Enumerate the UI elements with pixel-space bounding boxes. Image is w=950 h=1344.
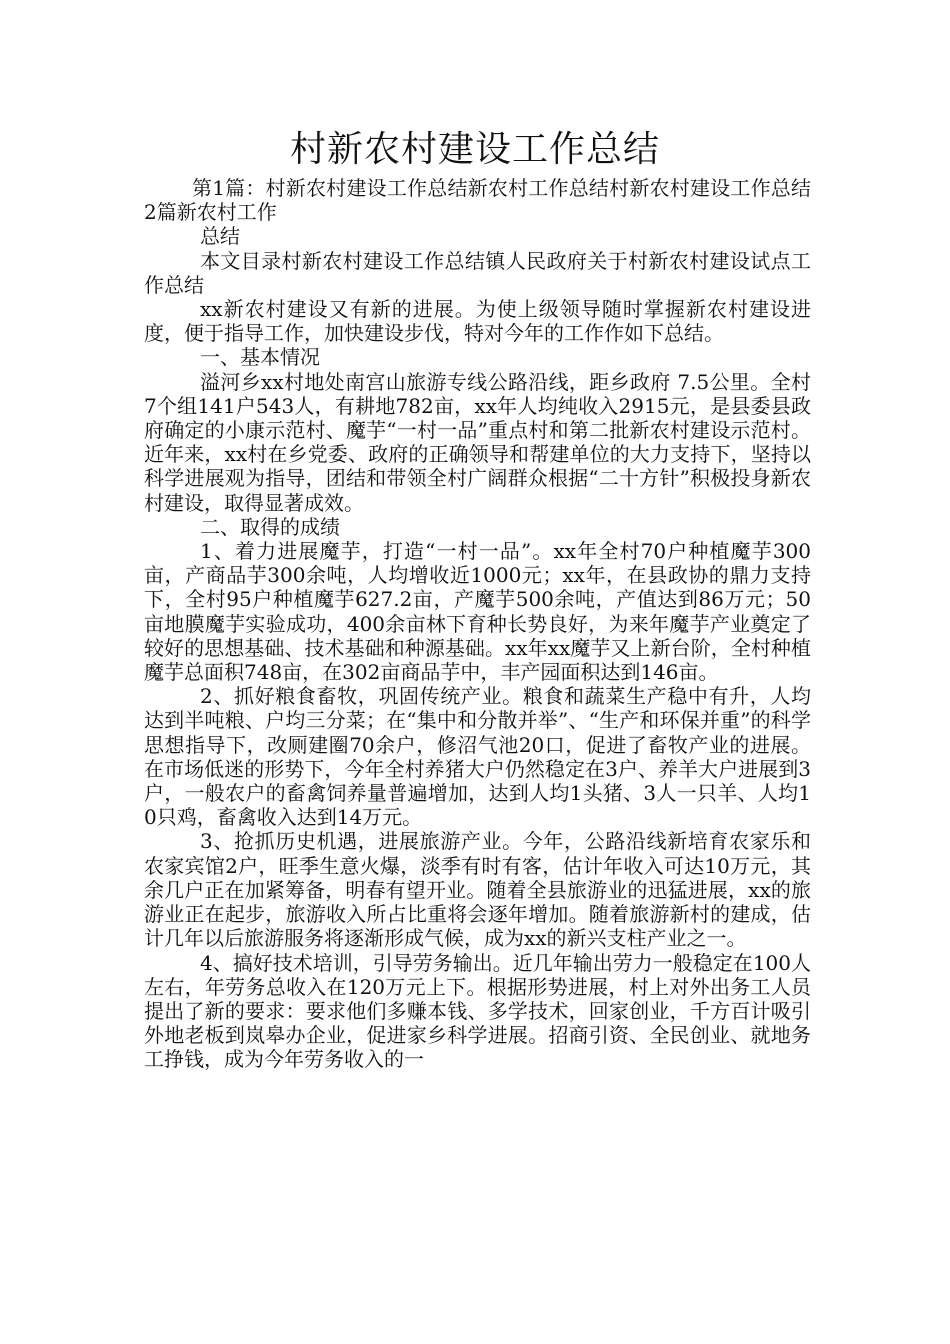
paragraph-overview: xx新农村建设又有新的进展。为使上级领导随时掌握新农村建设进度，便于指导工作，加快建设步伐，特对今年的工作作如下总结。: [144, 297, 811, 346]
paragraph-achievement-4: 4、搞好技术培训，引导劳务输出。近几年输出劳力一般稳定在100人左右，年劳务总收入在120万元上下。根据形势进展，村上对外出务工人员提出了新的要求：要求他们多赚本钱、多学技术，回家创业，千方百计吸引外地老板到岚皋办企业，促进家乡科学进展。招商引资、全民创业、就地务工挣钱，成为今年劳务收入的一: [144, 950, 811, 1072]
section-heading-achievements: 二、取得的成绩: [200, 514, 340, 539]
paragraph-achievement-1: 1、着力进展魔芋，打造“一村一品”。xx年全村70户种植魔芋300亩，产商品芋300余吨，人均增收近1000元；xx年，在县政协的鼎力支持下，全村95户种植魔芋627.2亩，产魔芋500余吨，产值达到86万元；50亩地膜魔芋实验成功，400余亩林下育种长势良好，为来年魔芋产业奠定了较好的思想基础、技术基础和种源基础。xx年xx魔芋又上新台阶，全村种植魔芋总面积748亩，在302亩商品芋中，丰产园面积达到146亩。: [144, 539, 811, 685]
paragraph-table-of-contents: 本文目录村新农村建设工作总结镇人民政府关于村新农村建设试点工作总结: [144, 248, 811, 297]
paragraph-achievement-3: 3、抢抓历史机遇，进展旅游产业。今年，公路沿线新培育农家乐和农家宾馆2户，旺季生意火爆，淡季有时有客，估计年收入可达10万元，其余几户正在加紧筹备，明春有望开业。随着全县旅游业的迅猛进展，xx的旅游业正在起步，旅游收入所占比重将会逐年增加。随着旅游新村的建成，估计几年以后旅游服务将逐渐形成气候，成为xx的新兴支柱产业之一。: [144, 829, 811, 951]
paragraph-basic-situation: 溢河乡xx村地处南宫山旅游专线公路沿线，距乡政府 7.5公里。全村7个组141户543人，有耕地782亩，xx年人均纯收入2915元，是县委县政府确定的小康示范村、魔芋“一村一品”重点村和第二批新农村建设示范村。近年来，xx村在乡党委、政府的正确领导和帮建单位的大力支持下，坚持以科学进展观为指导，团结和带领全村广阔群众根据“二十方针”积极投身新农村建设，取得显著成效。: [144, 369, 811, 515]
section-heading-basic: 一、基本情况: [200, 345, 320, 370]
paragraph-achievement-2: 2、抓好粮食畜牧，巩固传统产业。粮食和蔬菜生产稳中有升，人均达到半吨粮、户均三分菜；在“集中和分散并举”、“生产和环保并重”的科学思想指导下，改厕建圈70余户，修沼气池20口，促进了畜牧产业的进展。在市场低迷的形势下，今年全村养猪大户仍然稳定在3户、养羊大户进展到3户，一般农户的畜禽饲养量普遍增加，达到人均1头猪、3人一只羊、人均10只鸡，畜禽收入达到14万元。: [144, 684, 811, 830]
paragraph-intro: 第1篇：村新农村建设工作总结新农村工作总结村新农村建设工作总结2篇新农村工作: [144, 176, 811, 225]
document-title: 村新农村建设工作总结: [289, 129, 660, 170]
document-body: [144, 176, 811, 1072]
paragraph-summary-word: 总结: [200, 224, 240, 249]
